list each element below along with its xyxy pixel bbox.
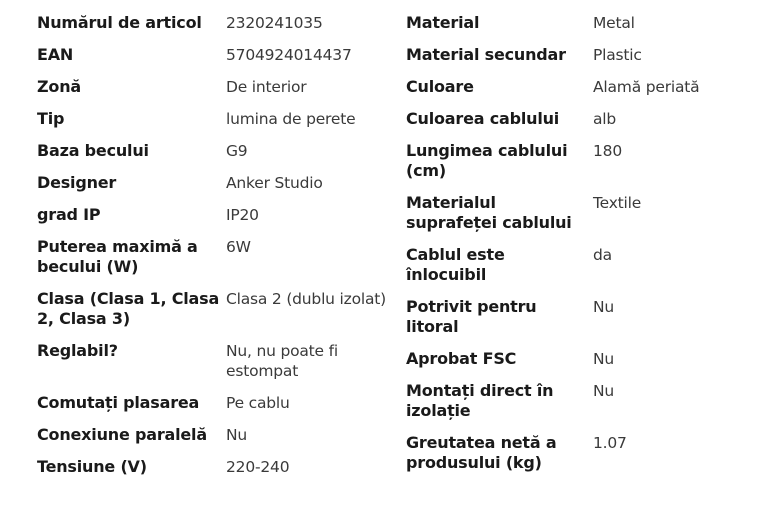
- spec-value: da: [593, 246, 612, 264]
- spec-value: alb: [593, 110, 617, 128]
- spec-label: EAN: [37, 45, 74, 64]
- spec-value: Plastic: [593, 46, 642, 64]
- spec-row-cable-replaceable: [406, 245, 773, 285]
- spec-row-cable-length: [406, 141, 773, 181]
- spec-label: Designer: [37, 173, 117, 192]
- spec-value: 220-240: [226, 458, 290, 476]
- spec-label: Numărul de articol: [37, 13, 202, 32]
- spec-row-secondary-material: [406, 45, 773, 65]
- spec-value: De interior: [226, 78, 307, 96]
- spec-value: Alamă periată: [593, 78, 700, 96]
- spec-label: grad IP: [37, 205, 101, 224]
- spec-row-cable-color: [406, 109, 773, 129]
- spec-value: Anker Studio: [226, 174, 323, 192]
- spec-label: Reglabil?: [37, 341, 118, 360]
- spec-label: Baza becului: [37, 141, 149, 160]
- spec-row-insulation-mount: [406, 381, 773, 421]
- spec-label: Potrivit pentru litoral: [406, 297, 537, 336]
- spec-value: Pe cablu: [226, 394, 290, 412]
- spec-value: IP20: [226, 206, 259, 224]
- spec-row-net-weight: [406, 433, 773, 473]
- spec-label: Montați direct în izolație: [406, 381, 554, 420]
- spec-label: Comutați plasarea: [37, 393, 200, 412]
- spec-value: Metal: [593, 14, 635, 32]
- spec-label: Culoarea cablului: [406, 109, 560, 128]
- spec-row-color: [406, 77, 773, 97]
- spec-row-fsc-approved: [406, 349, 773, 369]
- spec-label: Greutatea netă a produsului (kg): [406, 433, 557, 472]
- spec-value: Nu: [226, 426, 248, 444]
- spec-value: Nu: [593, 298, 615, 316]
- spec-column-left: [37, 13, 396, 489]
- spec-value: 2320241035: [226, 14, 323, 32]
- spec-label: Material secundar: [406, 45, 566, 64]
- spec-value: 180: [593, 142, 622, 160]
- spec-value: Textile: [593, 194, 642, 212]
- spec-label: Material: [406, 13, 480, 32]
- spec-row-class: [37, 289, 396, 329]
- spec-row-material: [406, 13, 773, 33]
- spec-row-ean: [37, 45, 396, 65]
- spec-value: Clasa 2 (dublu izolat): [226, 290, 386, 308]
- spec-row-cable-surface-material: [406, 193, 773, 233]
- spec-row-ip-grade: [37, 205, 396, 225]
- spec-row-designer: [37, 173, 396, 193]
- spec-row-parallel-connection: [37, 425, 396, 445]
- spec-row-zone: [37, 77, 396, 97]
- spec-row-type: [37, 109, 396, 129]
- spec-label: Conexiune paralelă: [37, 425, 207, 444]
- spec-value: lumina de perete: [226, 110, 356, 128]
- spec-row-switch-placement: [37, 393, 396, 413]
- spec-row-coastal-suitable: [406, 297, 773, 337]
- spec-value: 5704924014437: [226, 46, 352, 64]
- spec-row-max-bulb-power: [37, 237, 396, 277]
- spec-column-right: [406, 13, 773, 485]
- spec-label: Lungimea cablului (cm): [406, 141, 568, 180]
- spec-value: 1.07: [593, 434, 627, 452]
- spec-row-bulb-base: [37, 141, 396, 161]
- spec-value: Nu, nu poate fi estompat: [226, 342, 338, 380]
- spec-label: Tip: [37, 109, 65, 128]
- spec-label: Cablul este înlocuibil: [406, 245, 505, 284]
- spec-value: Nu: [593, 382, 615, 400]
- spec-label: Zonă: [37, 77, 81, 96]
- spec-row-article-number: [37, 13, 396, 33]
- spec-label: Tensiune (V): [37, 457, 147, 476]
- spec-value: G9: [226, 142, 248, 160]
- spec-value: Nu: [593, 350, 615, 368]
- spec-value: 6W: [226, 238, 251, 256]
- spec-row-dimmable: [37, 341, 396, 381]
- spec-label: Materialul suprafeței cablului: [406, 193, 572, 232]
- spec-row-voltage: [37, 457, 396, 477]
- spec-label: Puterea maximă a becului (W): [37, 237, 198, 276]
- spec-label: Culoare: [406, 77, 474, 96]
- spec-label: Clasa (Clasa 1, Clasa 2, Clasa 3): [37, 289, 220, 328]
- spec-label: Aprobat FSC: [406, 349, 517, 368]
